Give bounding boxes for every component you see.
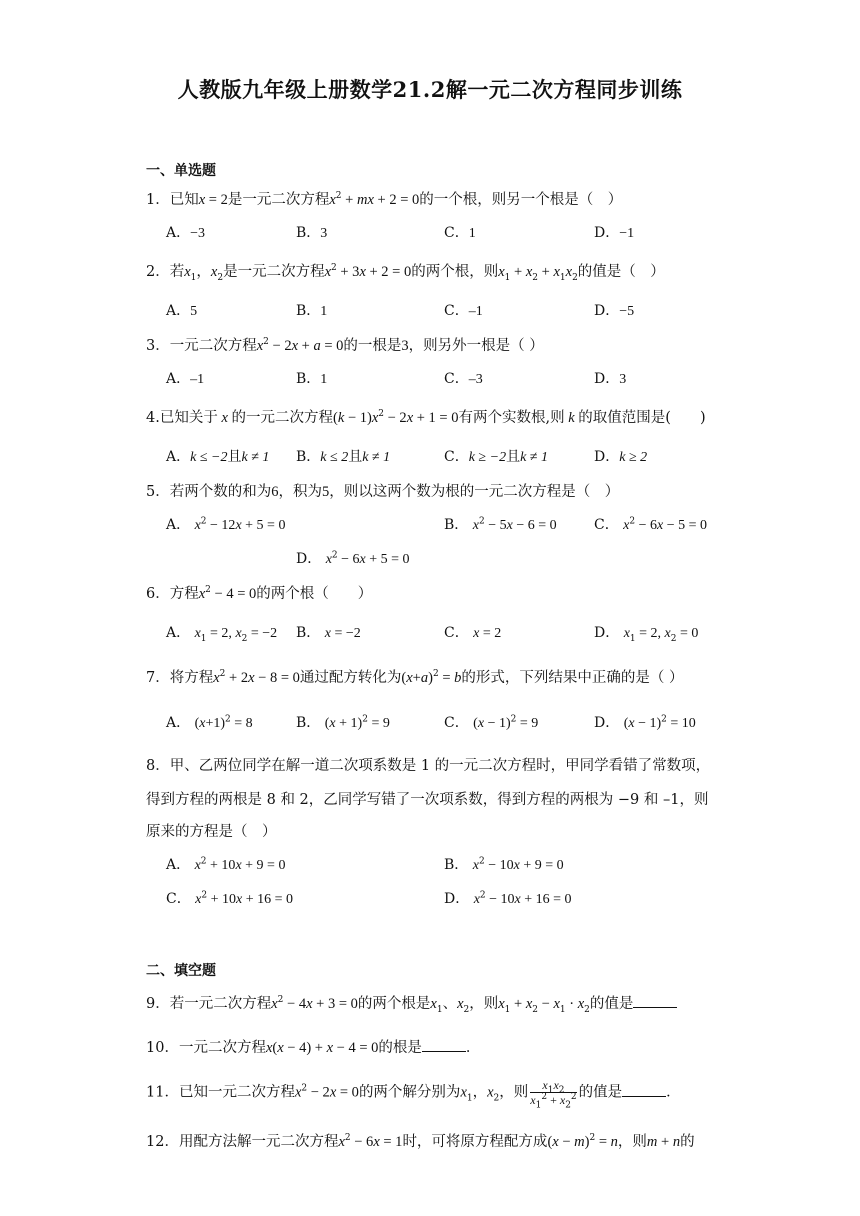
answer-blank[interactable]	[633, 995, 677, 1008]
q1-option-b[interactable]: B．3	[296, 225, 328, 241]
q7-option-b[interactable]: B． $(x + 1)^2 = 9$	[296, 714, 390, 731]
question-1: 1．已知x = 2是一元二次方程$x^2$ + mx + 2 = 0的一个根，则另一个根是（ ）	[146, 191, 623, 208]
question-8-line-1: 8．甲、乙两位同学在解一道二次项系数是 1 的一元二次方程时，甲同学看错了常数项，	[146, 758, 711, 774]
answer-blank[interactable]	[622, 1084, 666, 1097]
q8-option-c[interactable]: C． $x^2 + 10x + 16 = 0$	[166, 890, 294, 907]
q6-option-b[interactable]: B． x = −2	[296, 625, 361, 641]
question-12: 12．用配方法解一元二次方程$x^2 - 6x = 1$时，可将原方程配方成$(x - m)^2 = n$，则m + n的	[146, 1133, 695, 1150]
question-2: 2．若$x_1$，$x_2$是一元二次方程$x^2 + 3x + 2 = 0$的两个根，则$x_1 + x_2 + x_1x_2$的值是（ ）	[146, 263, 665, 283]
q2-option-a[interactable]: A．5	[166, 303, 198, 319]
page-title: 人教版九年级上册数学21.2解一元二次方程同步训练	[177, 77, 683, 102]
q1-option-c[interactable]: C．1	[444, 225, 476, 241]
q3-option-b[interactable]: B．1	[296, 371, 328, 387]
q7-option-c[interactable]: C． $(x - 1)^2 = 9$	[444, 714, 539, 731]
q5-option-d[interactable]: D． $x^2 - 6x + 5 = 0$	[296, 550, 410, 567]
q2-option-b[interactable]: B．1	[296, 303, 328, 319]
question-4: 4.已知关于 x 的一元二次方程$(k - 1)x^2 - 2x + 1 = 0$有两个实数根,则 k 的取值范围是( )	[146, 409, 706, 426]
q2-option-d[interactable]: D．−5	[594, 303, 635, 319]
q7-option-d[interactable]: D． $(x - 1)^2 = 10$	[594, 714, 696, 731]
section-fill-in: 二、填空题	[146, 963, 216, 979]
q3-option-a[interactable]: A．–1	[166, 371, 205, 387]
question-6: 6．方程$x^2 - 4 = 0$的两个根（ ）	[146, 585, 373, 602]
answer-blank[interactable]	[422, 1039, 466, 1052]
q5-option-b[interactable]: B． $x^2 - 5x - 6 = 0$	[444, 516, 557, 533]
q8-option-d[interactable]: D． $x^2 - 10x + 16 = 0$	[444, 890, 572, 907]
q3-option-c[interactable]: C．–3	[444, 371, 483, 387]
question-3: 3．一元二次方程$x^2 - 2x + a = 0$的一根是3，则另外一根是（ ）	[146, 337, 544, 354]
q8-option-b[interactable]: B． $x^2 - 10x + 9 = 0$	[444, 856, 564, 873]
q4-option-d[interactable]: D．k ≥ 2	[594, 449, 648, 465]
q6-option-d[interactable]: D． $x_1 = 2$, $x_2 = 0$	[594, 625, 699, 644]
q1-option-a[interactable]: A．−3	[166, 225, 206, 241]
q7-option-a[interactable]: A． $(x+1)^2 = 8$	[166, 714, 253, 731]
q5-option-a[interactable]: A． $x^2 - 12x + 5 = 0$	[166, 516, 286, 533]
question-10: 10．一元二次方程x(x − 4) + x − 4 = 0的根是 ．	[146, 1040, 481, 1056]
question-11: 11．已知一元二次方程$x^2 - 2x = 0$的两个解分别为$x_1$，$x_2$，则 $\frac{x_1x_2}{x_1^2 + x_2^2}$ 的值是 ．	[146, 1078, 681, 1111]
q5-option-c[interactable]: C． $x^2 - 6x - 5 = 0$	[594, 516, 708, 533]
question-8-line-2: 得到方程的两根是 8 和 2，乙同学写错了一次项系数，得到方程的两根为 −9 和 –1，则	[146, 792, 709, 808]
section-single-choice: 一、单选题	[146, 163, 216, 179]
question-8-line-3: 原来的方程是（ ）	[146, 824, 277, 840]
q2-option-c[interactable]: C．–1	[444, 303, 483, 319]
q3-option-d[interactable]: D．3	[594, 371, 627, 387]
q6-option-c[interactable]: C． x = 2	[444, 625, 502, 641]
q4-option-b[interactable]: B．k ≤ 2且k ≠ 1	[296, 449, 391, 465]
fraction: $\frac{x_1x_2}{x_1^2 + x_2^2}$	[530, 1078, 577, 1111]
question-7: 7．将方程$x^2 + 2x - 8 = 0$通过配方转化为$(x+a)^2 = b$的形式，下列结果中正确的是（ ）	[146, 669, 684, 686]
question-5: 5．若两个数的和为6，积为5，则以这两个数为根的一元二次方程是（ ）	[146, 484, 620, 500]
q4-option-a[interactable]: A．k ≤ −2且k ≠ 1	[166, 449, 270, 465]
q4-option-c[interactable]: C．k ≥ −2且k ≠ 1	[444, 449, 548, 465]
q6-option-a[interactable]: A． $x_1 = 2$, $x_2 = -2$	[166, 625, 278, 644]
q1-option-d[interactable]: D．−1	[594, 225, 635, 241]
q8-option-a[interactable]: A． $x^2 + 10x + 9 = 0$	[166, 856, 286, 873]
question-9: 9．若一元二次方程$x^2 - 4x + 3 = 0$的两个根是$x_1$、$x_2$，则$x_1 + x_2 - x_1 \cdot x_2$的值是	[146, 992, 677, 1013]
